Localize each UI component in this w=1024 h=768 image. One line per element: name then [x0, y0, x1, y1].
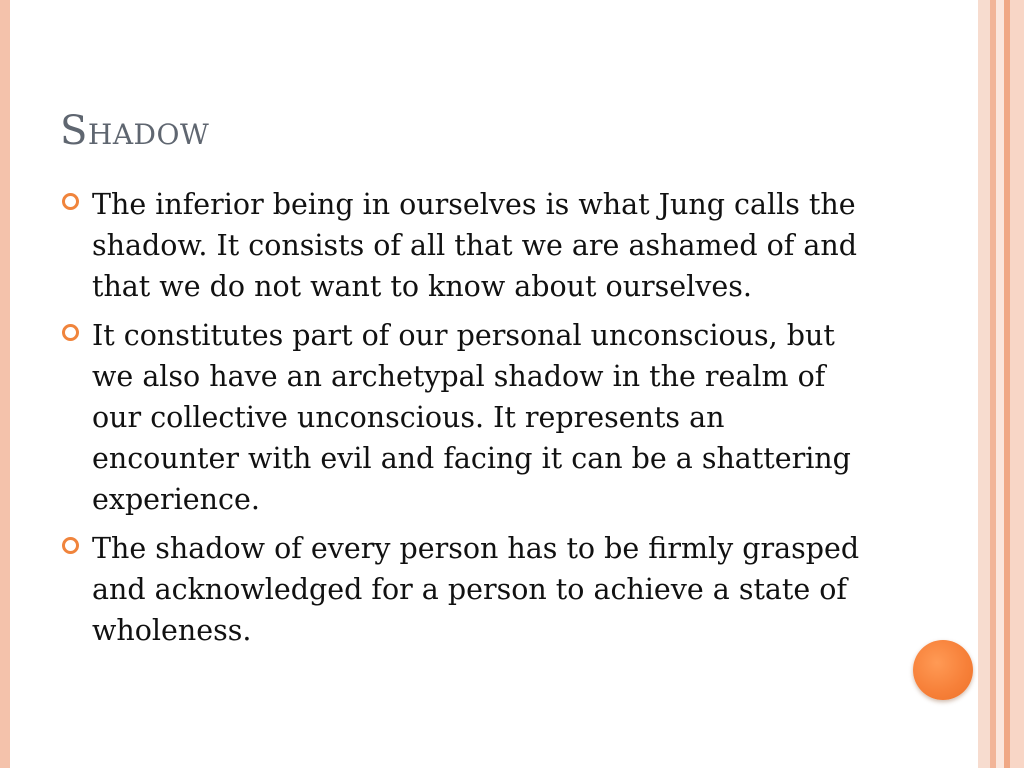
bullet-item: [60, 315, 880, 520]
bullet-list: [60, 184, 880, 659]
bullet-text: It constitutes part of our personal unconscious, but we also have an archetypal shadow in the realm of our collective unconscious. It represents an encounter with evil and facing it can be a shattering experience.: [92, 319, 851, 516]
circle-bullet-icon: [62, 324, 79, 341]
right-border-stripe-5: [1010, 0, 1024, 768]
right-border-stripe-1: [978, 0, 990, 768]
bullet-item: [60, 184, 880, 307]
bullet-item: [60, 528, 880, 651]
left-border-stripe: [0, 0, 10, 768]
bullet-text: The inferior being in ourselves is what Jung calls the shadow. It consists of all that we are ashamed of and that we do not want to know about ourselves.: [92, 188, 857, 303]
circle-bullet-icon: [62, 193, 79, 210]
right-border-stripe-3: [996, 0, 1004, 768]
bullet-text: The shadow of every person has to be firmly grasped and acknowledged for a person to achieve a state of wholeness.: [92, 532, 860, 647]
orange-circle-icon: [913, 640, 973, 700]
slide-title: Shadow: [60, 108, 210, 154]
circle-bullet-icon: [62, 537, 79, 554]
